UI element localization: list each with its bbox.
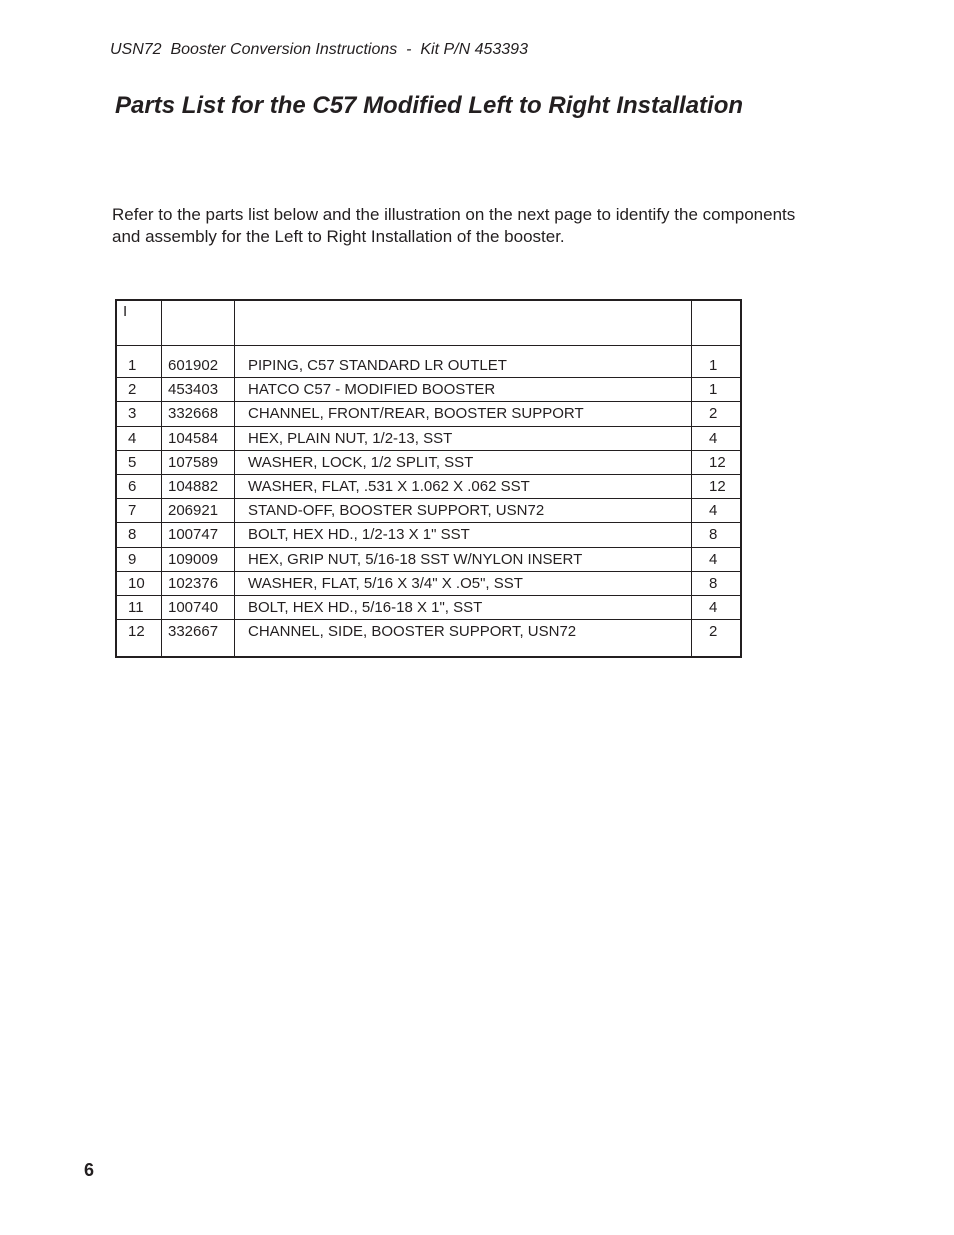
table-row	[117, 572, 740, 596]
quantity: 2	[709, 405, 718, 423]
item-number: 3	[128, 405, 137, 423]
part-description: PIPING, C57 STANDARD LR OUTLET	[248, 357, 507, 374]
item-number: 4	[128, 429, 137, 447]
table-body	[117, 354, 740, 644]
part-description: CHANNEL, SIDE, BOOSTER SUPPORT, USN72	[248, 623, 577, 641]
part-number: 100740	[168, 598, 219, 616]
quantity: 2	[709, 623, 718, 641]
item-number: 6	[128, 477, 137, 495]
header-divider	[117, 345, 740, 346]
table-row	[117, 596, 740, 620]
part-description: HEX, PLAIN NUT, 1/2-13, SST	[248, 429, 453, 447]
table-row	[117, 620, 740, 644]
quantity: 8	[709, 574, 718, 592]
item-number: 10	[128, 574, 145, 592]
part-description: HEX, GRIP NUT, 5/16-18 SST W/NYLON INSERT	[248, 550, 583, 568]
table-row	[117, 354, 740, 378]
part-number: 100747	[168, 526, 219, 544]
item-number: 8	[128, 526, 137, 544]
page-title: Parts List for the C57 Modified Left to Right Installation	[115, 92, 744, 119]
part-number: 332668	[168, 405, 219, 423]
quantity: 1	[709, 357, 718, 374]
table-row	[117, 378, 740, 402]
item-number: 11	[128, 598, 144, 616]
table-row	[117, 499, 740, 523]
part-description: CHANNEL, FRONT/REAR, BOOSTER SUPPORT	[248, 405, 584, 423]
part-number: 109009	[168, 550, 219, 568]
quantity: 8	[709, 526, 718, 544]
part-number: 104882	[168, 477, 219, 495]
quantity: 4	[709, 550, 718, 568]
item-number: 9	[128, 550, 137, 568]
part-number: 206921	[168, 502, 219, 520]
running-header: USN72 Booster Conversion Instructions - Kit P/N 453393	[110, 41, 528, 58]
quantity: 1	[709, 381, 718, 399]
quantity: 4	[709, 429, 718, 447]
item-number: 7	[128, 502, 137, 520]
part-number: 601902	[168, 357, 219, 374]
part-description: BOLT, HEX HD., 5/16-18 X 1", SST	[248, 598, 483, 616]
part-number: 332667	[168, 623, 219, 641]
item-number: 2	[128, 381, 137, 399]
part-description: WASHER, FLAT, .531 X 1.062 X .062 SST	[248, 477, 530, 495]
part-number: 453403	[168, 381, 219, 399]
part-description: WASHER, FLAT, 5/16 X 3/4" X .O5", SST	[248, 574, 523, 592]
part-description: WASHER, LOCK, 1/2 SPLIT, SST	[248, 453, 474, 471]
table-row	[117, 548, 740, 572]
quantity: 4	[709, 502, 718, 520]
table-row	[117, 523, 740, 547]
part-description: BOLT, HEX HD., 1/2-13 X 1" SST	[248, 526, 470, 544]
table-row	[117, 427, 740, 451]
part-description: STAND-OFF, BOOSTER SUPPORT, USN72	[248, 502, 545, 520]
part-description: HATCO C57 - MODIFIED BOOSTER	[248, 381, 496, 399]
part-number: 104584	[168, 429, 219, 447]
page-number: 6	[84, 1160, 95, 1180]
table-header-mark: I	[123, 303, 128, 320]
part-number: 102376	[168, 574, 219, 592]
quantity: 4	[709, 598, 718, 616]
item-number: 1	[128, 357, 137, 374]
table-row	[117, 402, 740, 426]
table-row	[117, 475, 740, 499]
intro-paragraph: Refer to the parts list below and the illustration on the next page to identify the components and assembly for the Left to Right Installation of the booster.	[112, 205, 796, 246]
item-number: 5	[128, 453, 137, 471]
part-number: 107589	[168, 453, 219, 471]
item-number: 12	[128, 623, 145, 641]
quantity: 12	[709, 453, 726, 471]
quantity: 12	[709, 477, 726, 495]
table-row	[117, 451, 740, 475]
parts-table	[115, 299, 742, 658]
